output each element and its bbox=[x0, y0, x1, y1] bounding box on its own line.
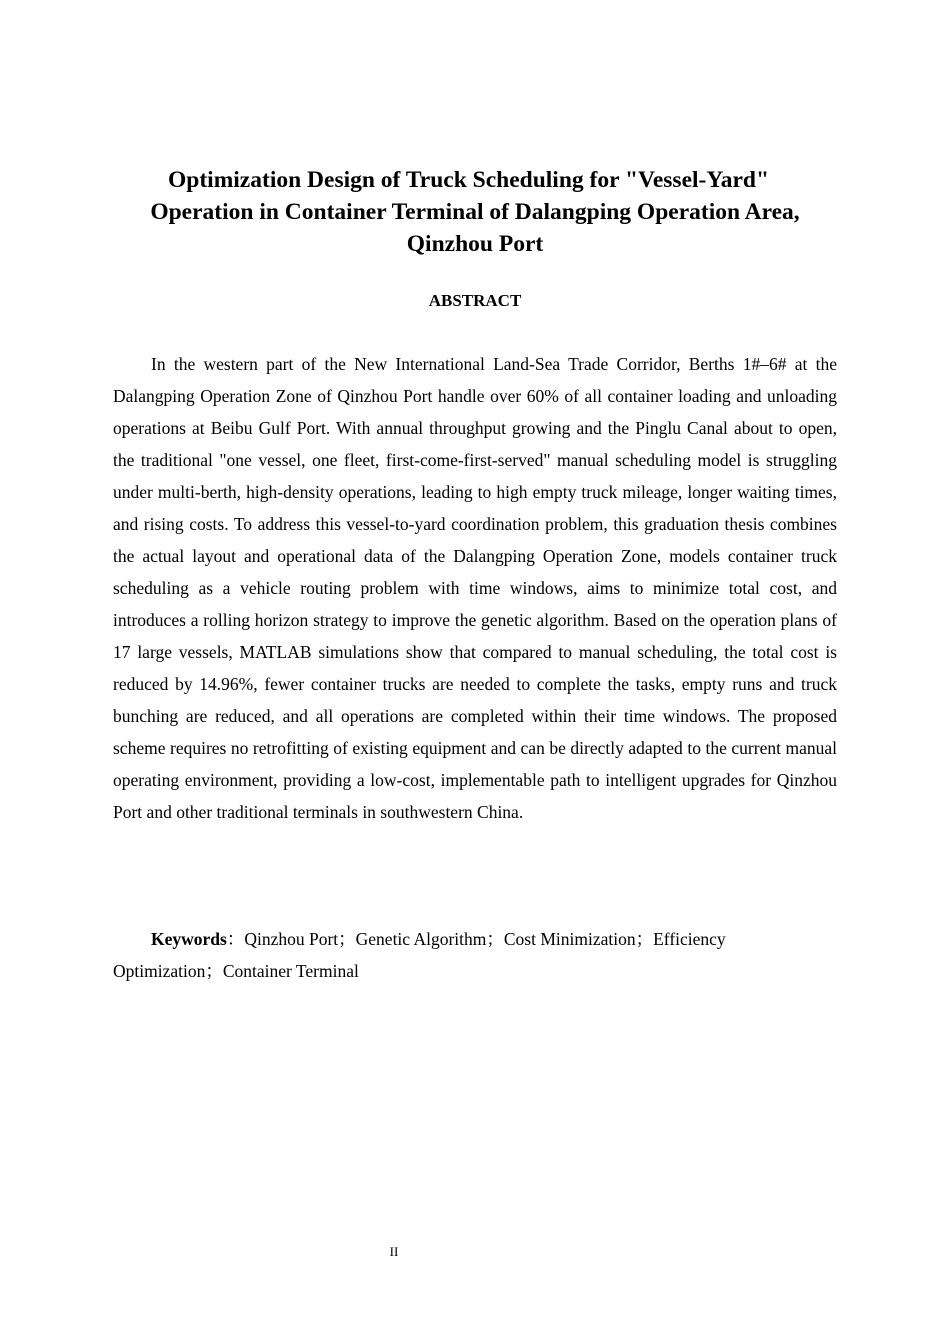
abstract-heading: ABSTRACT bbox=[428, 291, 522, 310]
keywords-separator: ： bbox=[226, 929, 245, 949]
keywords-label: Keywords bbox=[151, 929, 227, 949]
title-line-2: Operation in Container Terminal of Dalangping Operation Area, bbox=[150, 199, 800, 225]
abstract-body: In the western part of the New International Land-Sea Trade Corridor, Berths 1#–6# at the Dalangping Operation Zone of Qinzhou Port handle over 60% of all container loading and unloading operations at Beibu Gulf Port. With annual throughput growing and the Pinglu Canal about to open, the traditional "one vessel, one fleet, first-come-first-served" manual scheduling model is struggling under multi-berth, high-density operations, leading to high empty truck mileage, longer waiting times, and rising costs. To address this vessel-to-yard coordination problem, this graduation thesis combines the actual layout and operational data of the Dalangping Operation Zone, models container truck scheduling as a vehicle routing problem with time windows, aims to minimize total cost, and introduces a rolling horizon strategy to improve the genetic algorithm. Based on the operation plans of 17 large vessels, MATLAB simulations show that compared to manual scheduling, the total cost is reduced by 14.96%, fewer container trucks are needed to complete the tasks, empty runs and truck bunching are reduced, and all operations are completed within their time windows. The proposed scheme requires no retrofitting of existing equipment and can be directly adapted to the current manual operating environment, providing a low-cost, implementable path to intelligent upgrades for Qinzhou Port and other traditional terminals in southwestern China. bbox=[113, 354, 837, 822]
keywords-paragraph bbox=[113, 924, 837, 987]
title-line-3: Qinzhou Port bbox=[406, 231, 544, 257]
paper-title bbox=[113, 164, 837, 260]
page-number: II bbox=[389, 1244, 399, 1259]
keywords-text: Qinzhou Port；Genetic Algorithm；Cost Minimization；Efficiency Optimization；Container Terminal bbox=[113, 929, 726, 981]
title-line-1: Optimization Design of Truck Scheduling for "Vessel-Yard" bbox=[168, 167, 770, 193]
